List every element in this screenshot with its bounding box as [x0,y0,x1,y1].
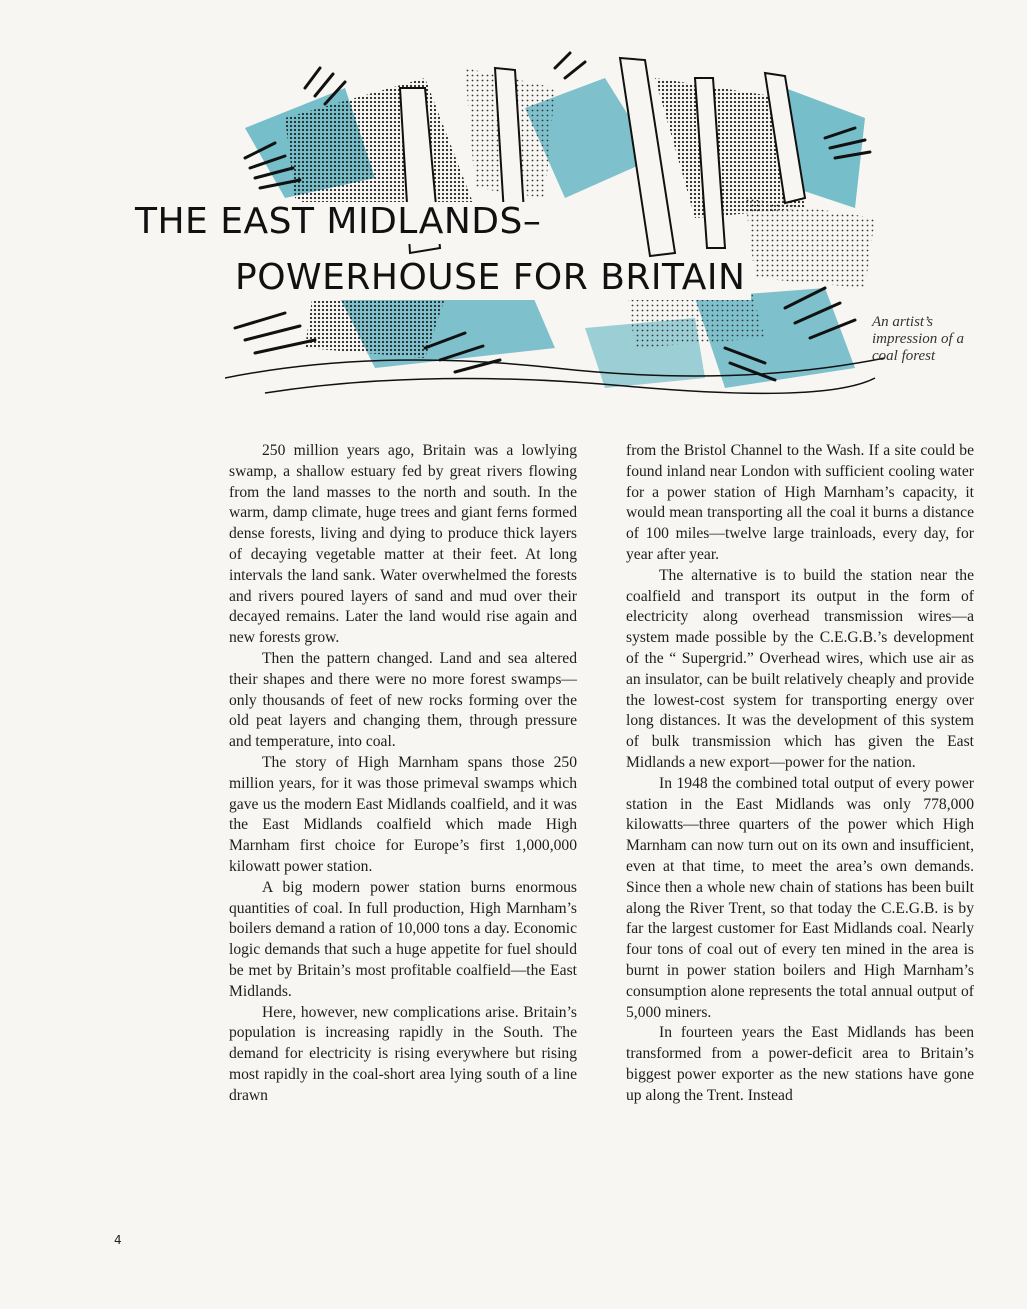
paragraph: Here, however, new complications arise. Britain’s population is increasing rapidly in the South. The demand for electricity is rising everywhere but rising most rapidly in the coal-short area lying south of a line drawn [229,1003,577,1104]
illustration-caption: An artist’s impression of a coal forest [872,314,964,364]
left-column [229,441,577,1107]
page-number: 4 [114,1233,122,1247]
paragraph: The story of High Marnham spans those 250 million years, for it was those primeval swamps which gave us the modern East Midlands coalfield, and it was the East Midlands coalfield which made High Marnham first choice for Europe’s first 1,000,000 kilowatt power station. [229,753,577,875]
paragraph: Then the pattern changed. Land and sea altered their shapes and there were no more forest swamps—only thousands of feet of new rocks forming over the old peat layers and changing them, through pressure and temperature, into coal. [229,649,577,751]
page-title-line-2: POWERHOUSE FOR BRITAIN [229,258,751,300]
paragraph: In 1948 the combined total output of every power station in the East Midlands was only 778,000 kilowatts—three quarters of the power which High Marnham can now turn out on its own and insufficient, even at that time, to meet the area’s own demands. Since then a whole new chain of stations has been built along the River Trent, so that today the C.E.G.B. is by far the largest customer for East Midlands coal. Nearly four tons of coal out of every ten mined in the area is burnt in power station boilers and High Marnham’s consumption alone represents the total annual output of 5,000 miners. [626,774,974,1021]
right-column [626,441,974,1107]
page-title-line-1: THE EAST MIDLANDS– [129,202,547,244]
paragraph: from the Bristol Channel to the Wash. If a site could be found inland near London with sufficient cooling water for a power station of High Marnham’s capacity, it would mean transporting all the coal it burns a distance of 100 miles—twelve large trainloads, every day, for year after year. [626,442,974,563]
paragraph: A big modern power station burns enormous quantities of coal. In full production, High Marnham’s boilers demand a ration of 10,000 tons a day. Economic logic demands that such a huge appetite for fuel should be met by Britain’s most profitable coalfield—the East Midlands. [229,878,577,1000]
paragraph: The alternative is to build the station near the coalfield and transport its output in the form of electricity along overhead transmission wires—a system made possible by the C.E.G.B.’s development of the “ Supergrid.” Overhead wires, which use air as an insulator, can be built relatively cheaply and provide the lowest-cost system for transporting energy over long distances. It was the development of this system of bulk transmission which has given the East Midlands a new export—power for the nation. [626,566,974,771]
paragraph: 250 million years ago, Britain was a lowlying swamp, a shallow estuary fed by great rivers flowing from the land masses to the north and south. In the warm, damp climate, huge trees and giant ferns formed dense forests, living and dying to produce thick layers of decaying vegetable matter at their feet. At long intervals the land sank. Water overwhelmed the forests and rivers poured layers of sand and mud over their decayed remains. Later the land would rise again and new forests grow. [229,442,577,647]
paragraph: In fourteen years the East Midlands has been transformed from a power-deficit area to Britain’s biggest power exporter as the new stations have gone up along the Trent. Instead [626,1024,974,1104]
